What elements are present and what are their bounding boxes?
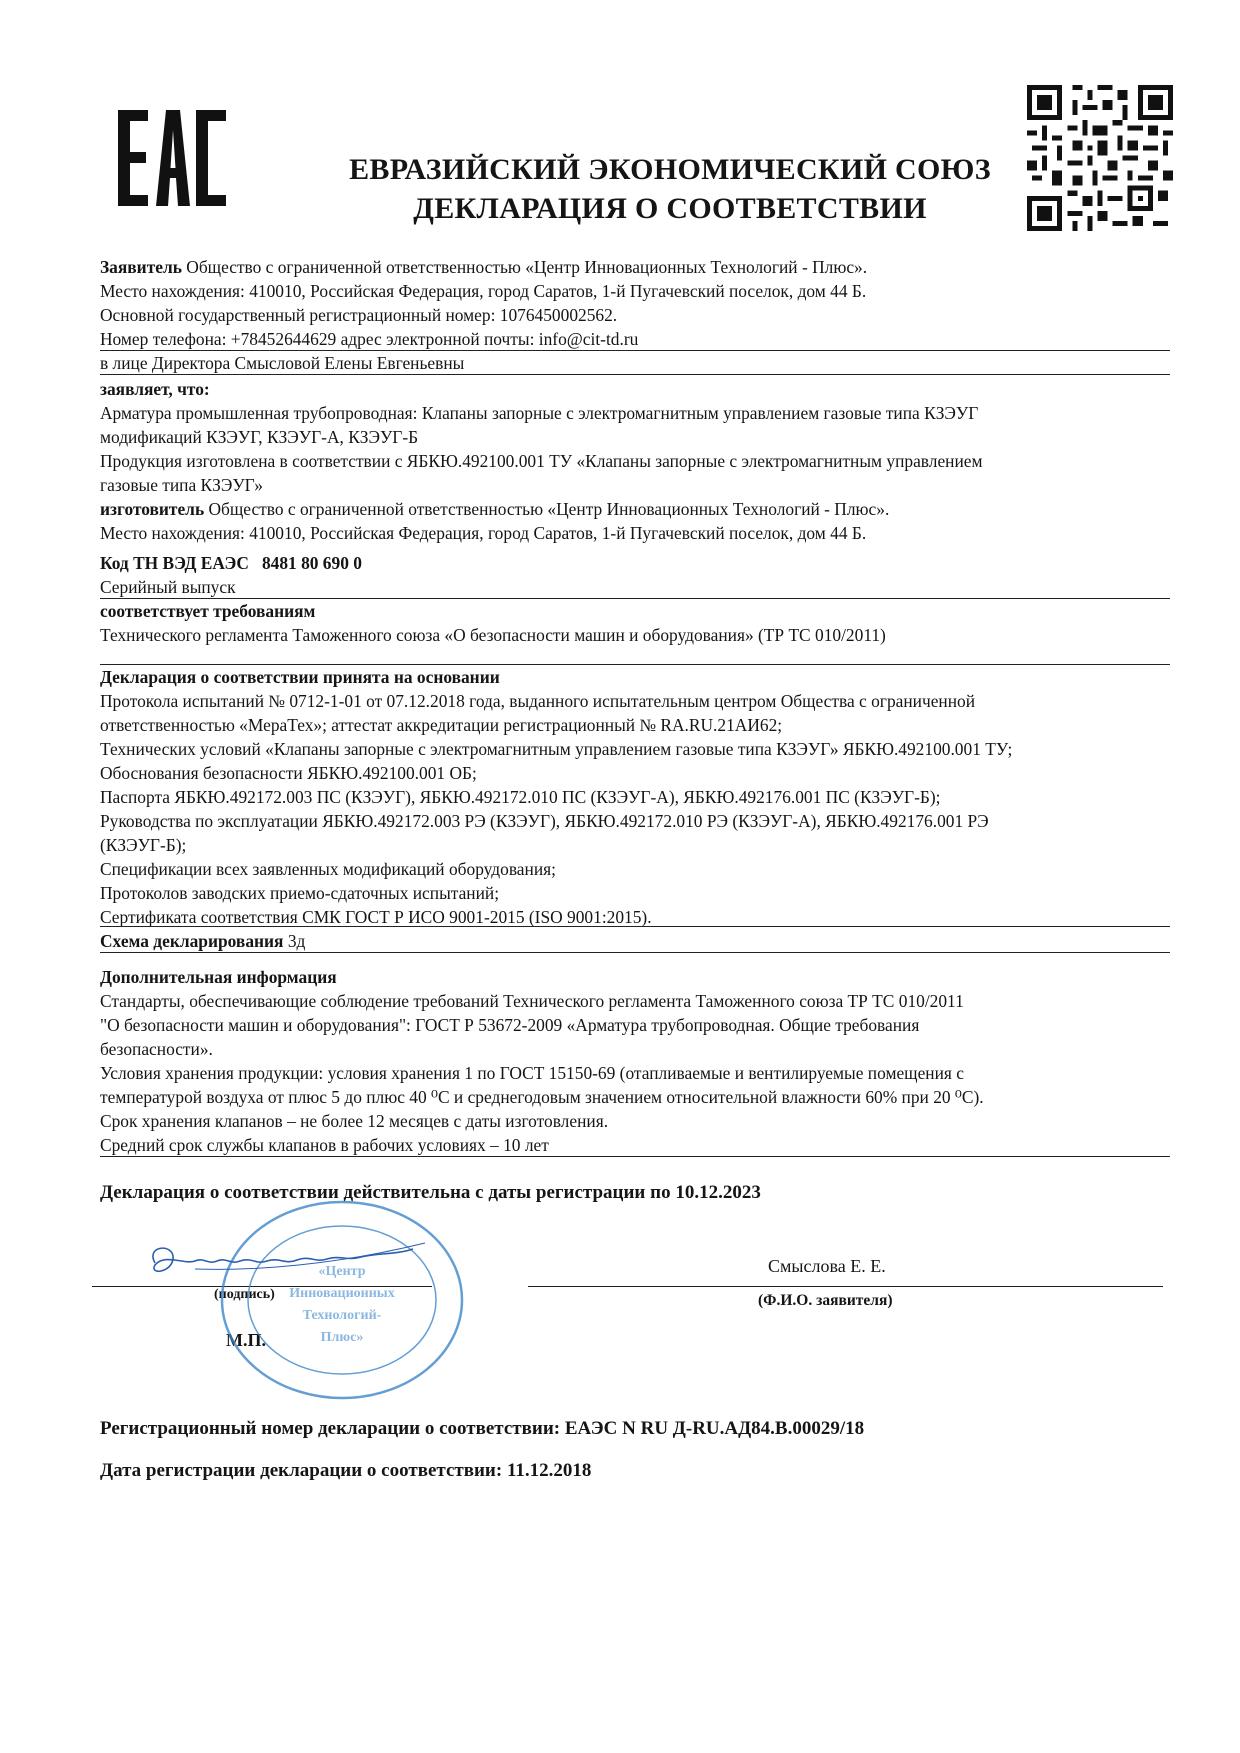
additional-line: безопасности». (100, 1039, 213, 1059)
additional-line: Условия хранения продукции: условия хранения 1 по ГОСТ 15150-69 (отапливаемые и вентилируемые помещения с (100, 1063, 964, 1083)
name-line (528, 1286, 1163, 1287)
applicant-contacts: Номер телефона: +78452644629 адрес электронной почты: info@cit-td.ru (100, 329, 639, 349)
basis-line: Сертификата соответствия СМК ГОСТ Р ИСО 9001-2015 (ISO 9001:2015). (100, 907, 652, 927)
divider (100, 664, 1170, 665)
divider (100, 374, 1170, 375)
tnved-line (100, 552, 362, 574)
title-declaration: ДЕКЛАРАЦИЯ О СООТВЕТСТВИИ (413, 192, 927, 225)
basis-line: Руководства по эксплуатации ЯБКЮ.492172.003 РЭ (КЗЭУГ), ЯБКЮ.492172.010 РЭ (КЗЭУГ-А), ЯБКЮ.492176.001 РЭ (100, 811, 989, 831)
applicant-reg-number: Основной государственный регистрационный номер: 1076450002562. (100, 305, 618, 325)
additional-line: Стандарты, обеспечивающие соблюдение требований Технического регламента Таможенного союза ТР ТС 010/2011 (100, 991, 964, 1011)
basis-line: Спецификации всех заявленных модификаций оборудования; (100, 859, 556, 879)
basis-line: Технических условий «Клапаны запорные с электромагнитным управлением газовые типа КЗЭУГ» ЯБКЮ.492100.001 ТУ; (100, 739, 1013, 759)
company-stamp (215, 1195, 470, 1405)
made-line-1: Продукция изготовлена в соответствии с ЯБКЮ.492100.001 ТУ «Клапаны запорные с электромагнитным управлением (100, 451, 983, 471)
signer-caption: (Ф.И.О. заявителя) (758, 1292, 893, 1309)
registration-number: Регистрационный номер декларации о соответствии: ЕАЭС N RU Д-RU.АД84.В.00029/18 (100, 1418, 865, 1439)
svg-text:Плюс»: Плюс» (320, 1330, 364, 1345)
signature-caption: (подпись) (214, 1287, 275, 1302)
registration-date: Дата регистрации декларации о соответствии: 11.12.2018 (100, 1460, 592, 1481)
qr-code-icon (1027, 85, 1173, 231)
manufacturer-label: изготовитель (100, 499, 205, 519)
scheme-label: Схема декларирования (100, 931, 284, 951)
applicant-line (100, 256, 867, 278)
divider (100, 1156, 1170, 1157)
tnved-value: 8481 80 690 0 (261, 553, 362, 573)
declares-label: заявляет, что: (100, 379, 210, 399)
basis-label: Декларация о соответствии принята на основании (100, 667, 500, 687)
divider (100, 952, 1170, 953)
additional-line: Средний срок службы клапанов в рабочих условиях – 10 лет (100, 1135, 549, 1155)
manufacturer-line (100, 498, 889, 520)
divider (100, 926, 1170, 927)
validity-text: Декларация о соответствии действительна с даты регистрации по 10.12.2023 (100, 1182, 761, 1203)
tnved-label: Код ТН ВЭД ЕАЭС (100, 553, 249, 573)
requirements-label: соответствует требованиям (100, 601, 316, 621)
basis-line: Протоколов заводских приемо-сдаточных испытаний; (100, 883, 500, 903)
applicant-location: Место нахождения: 410010, Российская Федерация, город Саратов, 1-й Пугачевский поселок, дом 44 Б. (100, 281, 867, 301)
additional-label: Дополнительная информация (100, 967, 337, 987)
basis-line: (КЗЭУГ-Б); (100, 835, 187, 855)
scheme-value: 3д (283, 931, 306, 951)
product-line-2: модификаций КЗЭУГ, КЗЭУГ-А, КЗЭУГ-Б (100, 427, 419, 447)
applicant-label: Заявитель (100, 257, 182, 277)
additional-line: температурой воздуха от плюс 5 до плюс 40 ⁰С и среднегодовым значением относительной влажности 60% при 20 ⁰С). (100, 1087, 984, 1107)
additional-line: Срок хранения клапанов – не более 12 месяцев с даты изготовления. (100, 1111, 609, 1131)
series-label: Серийный выпуск (100, 577, 236, 597)
signer-name: Смыслова Е. Е. (768, 1256, 886, 1276)
made-line-2: газовые типа КЗЭУГ» (100, 475, 263, 495)
basis-line: Обоснования безопасности ЯБКЮ.492100.001 ОБ; (100, 763, 477, 783)
additional-line: "О безопасности машин и оборудования": ГОСТ Р 53672-2009 «Арматура трубопроводная. Общие требования (100, 1015, 920, 1035)
scheme-line (100, 930, 305, 952)
svg-text:Инновационных: Инновационных (289, 1286, 395, 1301)
title-union: ЕВРАЗИЙСКИЙ ЭКОНОМИЧЕСКИЙ СОЮЗ (349, 153, 991, 186)
svg-text:Технологий-: Технологий- (302, 1308, 382, 1323)
basis-line: ответственностью «МераТех»; аттестат аккредитации регистрационный № RA.RU.21АИ62; (100, 715, 783, 735)
basis-line: Паспорта ЯБКЮ.492172.003 ПС (КЗЭУГ), ЯБКЮ.492172.010 ПС (КЗЭУГ-А), ЯБКЮ.492176.001 ПС (КЗЭУГ-Б); (100, 787, 941, 807)
signature-scribble (135, 1235, 435, 1285)
manufacturer-name: Общество с ограниченной ответственностью «Центр Инновационных Технологий - Плюс». (204, 499, 890, 519)
applicant-represented-by: в лице Директора Смысловой Елены Евгеньевны (100, 353, 465, 373)
manufacturer-location: Место нахождения: 410010, Российская Федерация, город Саратов, 1-й Пугачевский поселок, дом 44 Б. (100, 523, 867, 543)
basis-line: Протокола испытаний № 0712-1-01 от 07.12.2018 года, выданного испытательным центром Общества с ограниченной (100, 691, 976, 711)
stamp-caption: М.П. (226, 1330, 266, 1350)
requirements-text: Технического регламента Таможенного союза «О безопасности машин и оборудования» (ТР ТС 010/2011) (100, 625, 886, 645)
divider (100, 350, 1170, 351)
product-line-1: Арматура промышленная трубопроводная: Клапаны запорные с электромагнитным управлением газовые типа КЗЭУГ (100, 403, 979, 423)
svg-text:«Центр: «Центр (318, 1264, 366, 1279)
divider (100, 598, 1170, 599)
applicant-name: Общество с ограниченной ответственностью «Центр Инновационных Технологий - Плюс». (181, 257, 868, 277)
